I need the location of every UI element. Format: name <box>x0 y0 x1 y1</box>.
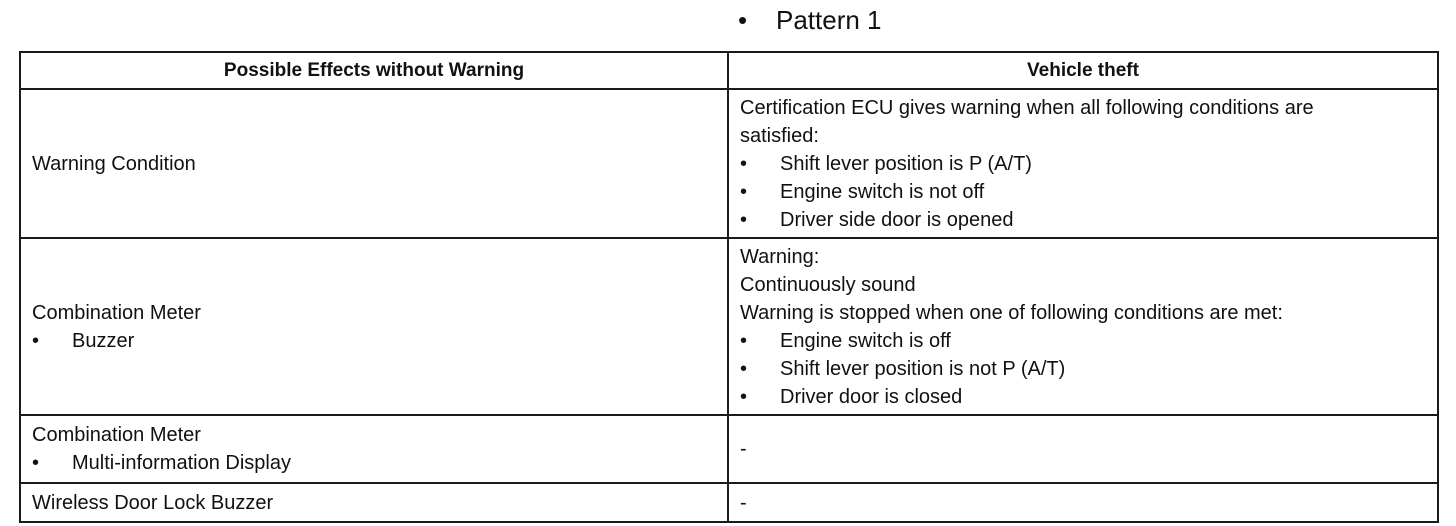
effects-table <box>19 51 1439 523</box>
bullet-icon: • <box>738 5 748 35</box>
description-cell <box>728 238 1438 415</box>
list-item-text: Driver door is closed <box>780 385 963 408</box>
list-item <box>740 206 1437 234</box>
effect-cell <box>20 483 728 522</box>
list-item <box>740 383 1437 411</box>
bullet-icon: • <box>740 385 748 408</box>
bullet-icon: • <box>740 357 748 380</box>
table-row <box>20 89 1438 238</box>
table-row <box>20 238 1438 415</box>
cell-line: Wireless Door Lock Buzzer <box>32 491 274 514</box>
cell-line: - <box>740 438 747 460</box>
list-item <box>740 355 1437 383</box>
bullet-icon: • <box>32 452 40 474</box>
list-item <box>740 178 1437 206</box>
effect-cell <box>20 415 728 483</box>
bullet-icon: • <box>740 329 748 352</box>
bullet-icon: • <box>740 180 748 203</box>
pattern-heading <box>738 4 882 36</box>
cell-line: Warning: <box>740 245 820 268</box>
table-row <box>20 483 1438 522</box>
list-item-text: Shift lever position is P (A/T) <box>780 152 1032 175</box>
cell-line: Continuously sound <box>740 273 916 296</box>
list-item-text: Buzzer <box>72 329 135 352</box>
cell-line: satisfied: <box>740 124 819 147</box>
list-item-text: Engine switch is off <box>780 329 951 352</box>
list-item <box>32 449 727 477</box>
list-item-text: Engine switch is not off <box>780 180 985 203</box>
list-item <box>740 327 1437 355</box>
list-item <box>32 327 727 355</box>
list-item-text: Multi-information Display <box>72 452 291 474</box>
list-item-text: Shift lever position is not P (A/T) <box>780 357 1066 380</box>
bullet-icon: • <box>740 208 748 231</box>
cell-line: - <box>740 491 747 514</box>
list-item <box>740 150 1437 178</box>
cell-line: Warning Condition <box>32 152 196 175</box>
column-header-effects: Possible Effects without Warning <box>20 52 728 89</box>
cell-line: Certification ECU gives warning when all following conditions are <box>740 96 1314 119</box>
description-cell <box>728 483 1438 522</box>
cell-line: Warning is stopped when one of following conditions are met: <box>740 301 1283 324</box>
cell-line: Combination Meter <box>32 424 201 446</box>
effect-cell <box>20 238 728 415</box>
description-cell <box>728 89 1438 238</box>
table-header-row <box>20 52 1438 89</box>
description-cell <box>728 415 1438 483</box>
column-header-vehicle-theft: Vehicle theft <box>728 52 1438 89</box>
bullet-icon: • <box>740 152 748 175</box>
effect-cell <box>20 89 728 238</box>
table-row <box>20 415 1438 483</box>
bullet-icon: • <box>32 329 40 352</box>
cell-line: Combination Meter <box>32 301 201 324</box>
pattern-heading-label: Pattern 1 <box>776 5 882 35</box>
list-item-text: Driver side door is opened <box>780 208 1014 231</box>
